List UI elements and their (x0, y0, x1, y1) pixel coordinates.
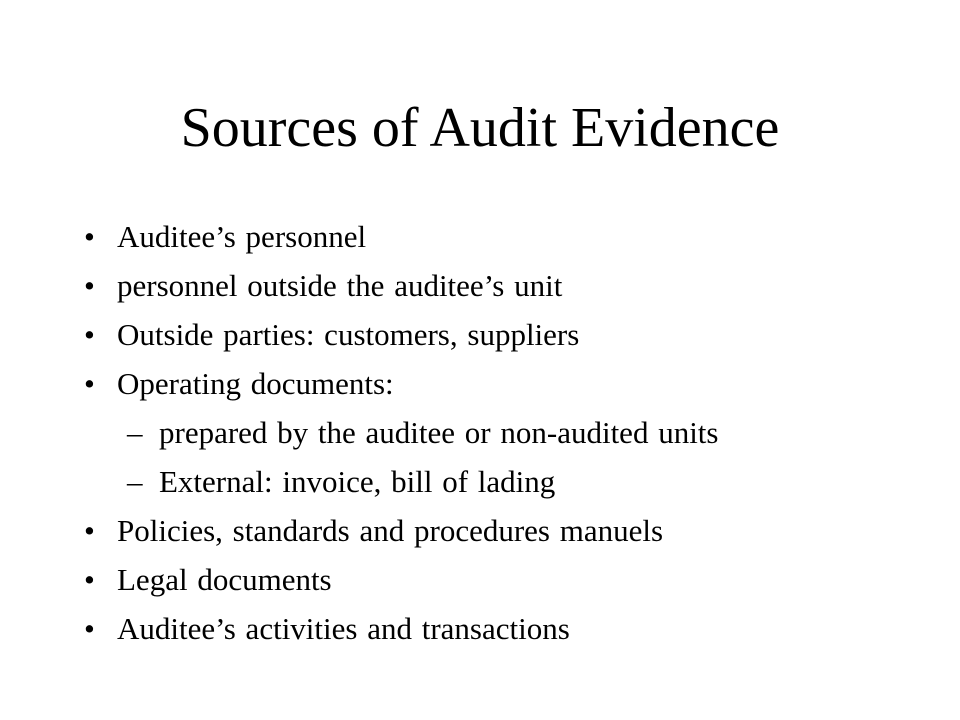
slide-title: Sources of Audit Evidence (180, 97, 780, 159)
bullet-marker: • (84, 268, 95, 303)
bullet-item (84, 604, 944, 653)
bullet-marker: • (84, 513, 95, 548)
sub-bullet-item (84, 457, 944, 506)
bullet-text: personnel outside the auditee’s unit (117, 268, 563, 303)
bullet-marker: • (84, 562, 95, 597)
sub-bullet-text: External: invoice, bill of lading (159, 464, 556, 499)
bullet-marker: • (84, 219, 95, 254)
bullet-marker: • (84, 317, 95, 352)
bullet-marker: • (84, 611, 95, 646)
sub-bullet-marker: – (127, 415, 143, 450)
bullet-text: Auditee’s activities and transactions (117, 611, 570, 646)
bullet-text: Outside parties: customers, suppliers (117, 317, 580, 352)
bullet-marker: • (84, 366, 95, 401)
bullet-text: Operating documents: (117, 366, 394, 401)
bullet-item (84, 261, 944, 310)
bullet-item (84, 212, 944, 261)
bullet-list (84, 212, 944, 653)
bullet-text: Auditee’s personnel (117, 219, 367, 254)
sub-bullet-text: prepared by the auditee or non-audited units (159, 415, 719, 450)
bullet-text: Policies, standards and procedures manuels (117, 513, 664, 548)
sub-bullet-item (84, 408, 944, 457)
bullet-item (84, 359, 944, 408)
bullet-item (84, 506, 944, 555)
sub-bullet-marker: – (127, 464, 143, 499)
bullet-text: Legal documents (117, 562, 332, 597)
bullet-item (84, 555, 944, 604)
bullet-item (84, 310, 944, 359)
